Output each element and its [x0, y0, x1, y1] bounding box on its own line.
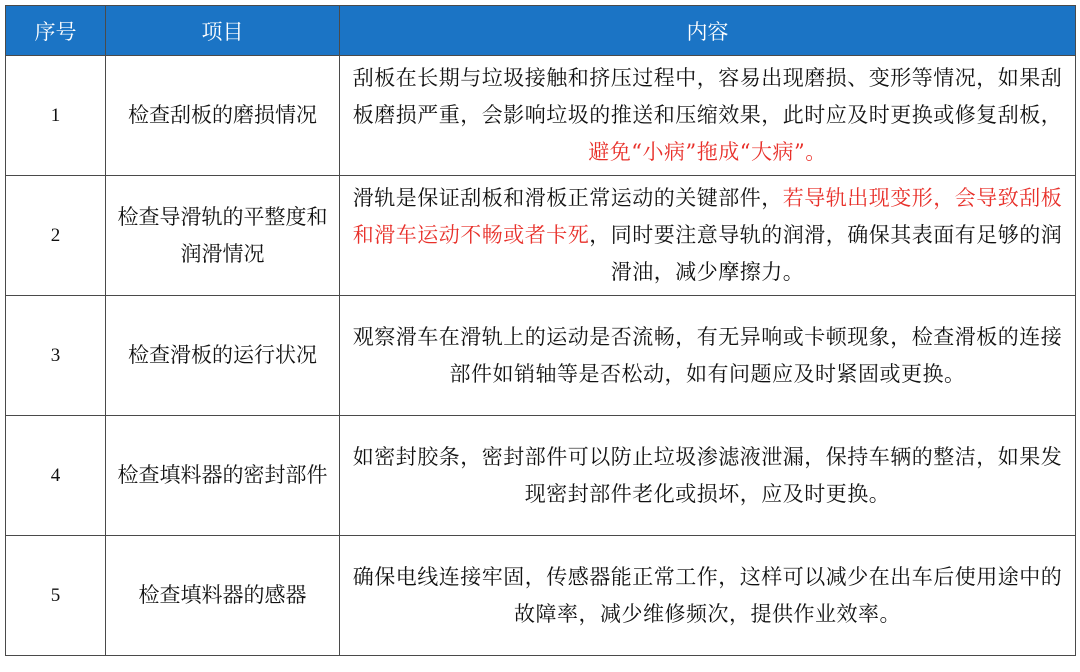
content-text: 刮板在长期与垃圾接触和挤压过程中，容易出现磨损、变形等情况，如果刮板磨损严重，会影响垃圾的推送和压缩效果，此时应及时更换或修复刮板，	[352, 66, 1063, 127]
row-content	[340, 56, 1076, 176]
table-header	[6, 6, 1076, 56]
row-content	[340, 536, 1076, 656]
row-number: 4	[6, 416, 106, 536]
content-text: 如密封胶条，密封部件可以防止垃圾渗滤液泄漏，保持车辆的整洁，如果发现密封部件老化或损坏，应及时更换。	[352, 444, 1063, 506]
table-row	[6, 176, 1076, 296]
header-no: 序号	[6, 6, 106, 56]
content-text: 观察滑车在滑轨上的运动是否流畅，有无异响或卡顿现象，检查滑板的连接部件如销轴等是否松动，如有问题应及时紧固或更换。	[352, 324, 1063, 386]
row-item: 检查填料器的感器	[106, 536, 340, 656]
row-content	[340, 416, 1076, 536]
row-item: 检查导滑轨的平整度和润滑情况	[106, 176, 340, 296]
table-row	[6, 416, 1076, 536]
table-row	[6, 536, 1076, 656]
table-row	[6, 56, 1076, 176]
content-text: 滑轨是保证刮板和滑板正常运动的关键部件，	[352, 186, 783, 210]
content-highlight: 避免“小病”拖成“大病”。	[588, 140, 827, 164]
row-number: 3	[6, 296, 106, 416]
row-content	[340, 176, 1076, 296]
header-row	[6, 6, 1076, 56]
maintenance-table	[5, 5, 1076, 656]
content-text: 确保电线连接牢固，传感器能正常工作，这样可以减少在出车后使用途中的故障率，减少维修频次，提供作业效率。	[352, 564, 1063, 626]
content-text: ，同时要注意导轨的润滑，确保其表面有足够的润滑油，减少摩擦力。	[589, 223, 1063, 284]
table-body	[6, 56, 1076, 656]
row-item: 检查填料器的密封部件	[106, 416, 340, 536]
row-number: 5	[6, 536, 106, 656]
header-content: 内容	[340, 6, 1076, 56]
row-number: 2	[6, 176, 106, 296]
row-item: 检查刮板的磨损情况	[106, 56, 340, 176]
table-row	[6, 296, 1076, 416]
content-highlight: 若导轨出现变形，会导致刮板和滑车运动不畅或者卡死	[352, 186, 1063, 247]
row-item: 检查滑板的运行状况	[106, 296, 340, 416]
row-content	[340, 296, 1076, 416]
row-number: 1	[6, 56, 106, 176]
header-item: 项目	[106, 6, 340, 56]
